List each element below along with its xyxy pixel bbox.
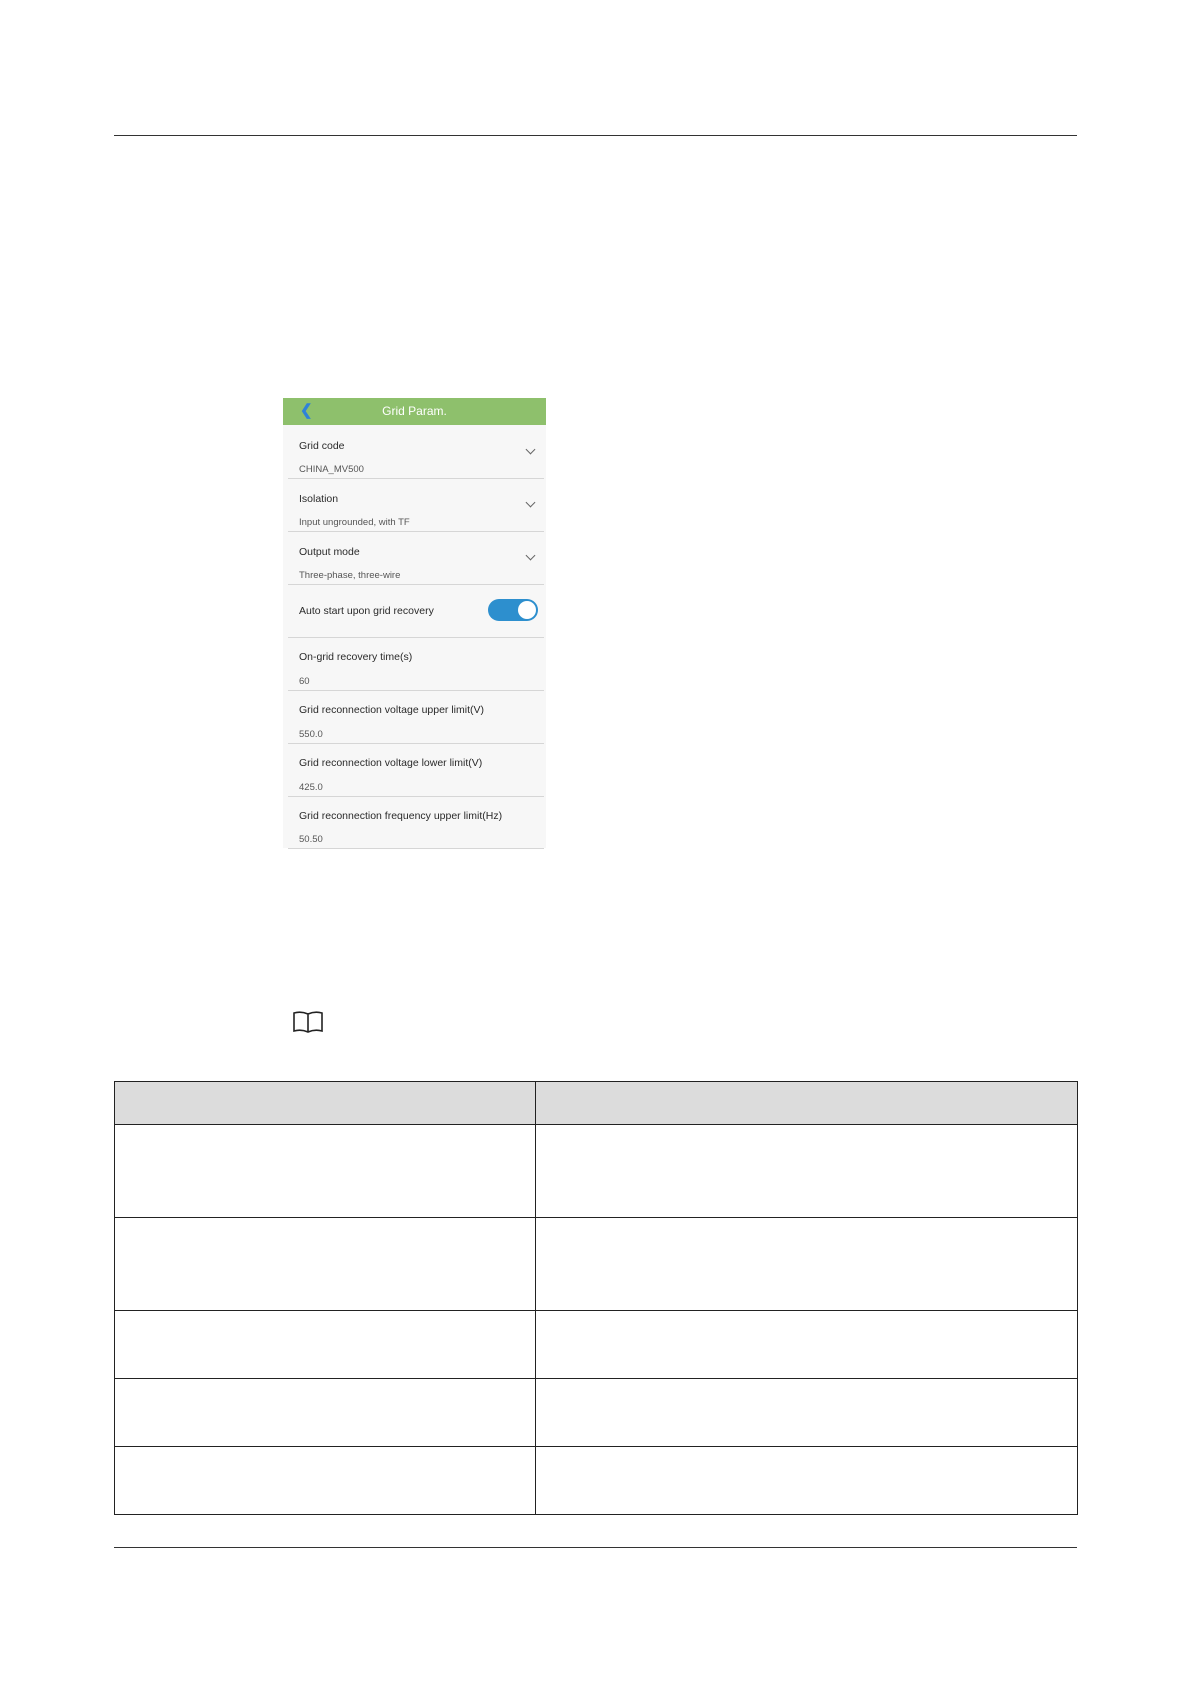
grid-code-value: CHINA_MV500 [299, 464, 364, 475]
grid-code-row[interactable] [288, 425, 544, 479]
frequency-upper-value: 50.50 [299, 834, 323, 845]
page-title: Grid Param. [382, 404, 447, 418]
table-header-cell [115, 1082, 536, 1125]
app-screenshot [283, 398, 546, 848]
voltage-upper-value: 550.0 [299, 729, 323, 740]
toggle-knob [518, 601, 536, 619]
output-mode-row[interactable] [288, 531, 544, 585]
auto-start-label: Auto start upon grid recovery [299, 605, 434, 617]
table-row [115, 1379, 1078, 1447]
parameter-table [114, 1081, 1078, 1515]
table-cell [536, 1311, 1078, 1379]
footer-rule [114, 1547, 1077, 1548]
table-cell [115, 1125, 536, 1218]
voltage-upper-row[interactable] [288, 690, 544, 744]
recovery-time-value: 60 [299, 676, 310, 687]
table-cell [115, 1311, 536, 1379]
book-icon [292, 1010, 324, 1034]
auto-start-toggle[interactable] [488, 599, 538, 621]
grid-code-label: Grid code [299, 440, 345, 452]
table-cell [115, 1379, 536, 1447]
app-header [283, 398, 546, 425]
recovery-time-row[interactable] [288, 637, 544, 691]
table-row [115, 1447, 1078, 1515]
chevron-down-icon[interactable] [526, 551, 536, 561]
voltage-lower-label: Grid reconnection voltage lower limit(V) [299, 757, 483, 769]
table-cell [536, 1125, 1078, 1218]
back-chevron-icon[interactable]: ❮ [300, 402, 313, 419]
isolation-row[interactable] [288, 478, 544, 532]
header-rule [114, 135, 1077, 136]
table-row [115, 1125, 1078, 1218]
chevron-down-icon[interactable] [526, 498, 536, 508]
table-cell [115, 1218, 536, 1311]
table-header-row [115, 1082, 1078, 1125]
frequency-upper-label: Grid reconnection frequency upper limit(Hz) [299, 810, 503, 822]
table-cell [115, 1447, 536, 1515]
output-mode-value: Three-phase, three-wire [299, 570, 401, 581]
auto-start-row [288, 584, 544, 638]
voltage-upper-label: Grid reconnection voltage upper limit(V) [299, 704, 485, 716]
table-cell [536, 1379, 1078, 1447]
recovery-time-label: On-grid recovery time(s) [299, 651, 413, 663]
frequency-upper-row[interactable] [288, 796, 544, 849]
output-mode-label: Output mode [299, 546, 360, 558]
table-cell [536, 1218, 1078, 1311]
chevron-down-icon[interactable] [526, 445, 536, 455]
table-header-cell [536, 1082, 1078, 1125]
isolation-label: Isolation [299, 493, 339, 505]
isolation-value: Input ungrounded, with TF [299, 517, 410, 528]
voltage-lower-value: 425.0 [299, 782, 323, 793]
voltage-lower-row[interactable] [288, 743, 544, 797]
table-cell [536, 1447, 1078, 1515]
table-row [115, 1311, 1078, 1379]
table-row [115, 1218, 1078, 1311]
